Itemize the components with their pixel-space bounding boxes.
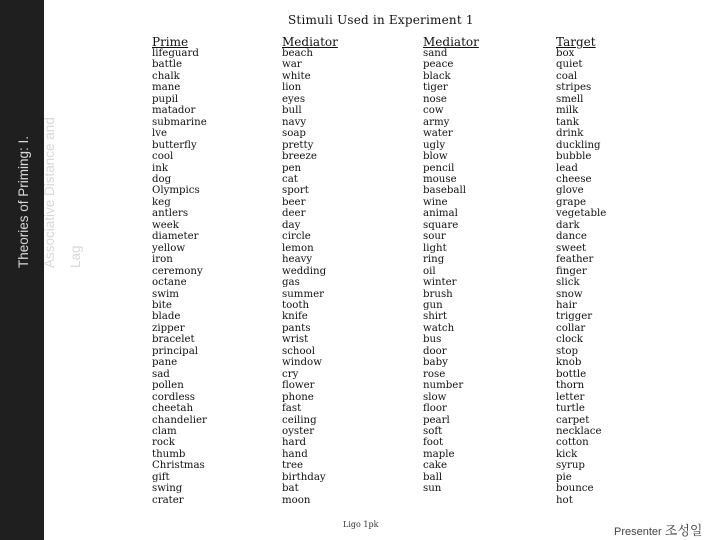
stimulus-word: pupil — [152, 93, 179, 105]
stimulus-word: bull — [282, 105, 302, 117]
stimulus-word: thorn — [556, 380, 585, 392]
stimulus-word: navy — [282, 116, 307, 128]
column-mediator-2 — [423, 36, 533, 495]
stimulus-word: winter — [423, 277, 457, 289]
stimulus-word: fast — [282, 403, 302, 415]
column-header: Mediator — [282, 35, 338, 49]
stimulus-word: soap — [282, 128, 306, 140]
stimulus-word: sweet — [556, 242, 587, 254]
presenter-credit — [614, 520, 702, 539]
stimulus-word: hair — [556, 299, 577, 311]
stimulus-word: knife — [282, 311, 308, 323]
stimulus-word: stripes — [556, 82, 592, 94]
stimulus-word: cheese — [556, 173, 592, 185]
stimulus-word: tiger — [423, 82, 448, 94]
stimulus-word: hand — [282, 448, 308, 460]
stimulus-word: army — [423, 116, 450, 128]
stimulus-word: wedding — [282, 265, 327, 277]
stimulus-word: brush — [423, 288, 453, 300]
stimulus-word: soft — [423, 425, 443, 437]
stimulus-word: Olympics — [152, 185, 200, 197]
stimulus-word: rose — [423, 368, 446, 380]
stimulus-word: gas — [282, 277, 300, 289]
stimulus-word: cake — [423, 460, 447, 472]
stimulus-word: cry — [282, 368, 299, 380]
stimulus-word: week — [152, 219, 179, 231]
stimulus-word: baseball — [423, 185, 466, 197]
stimulus-word: bus — [423, 334, 442, 346]
column-target — [556, 36, 666, 506]
stimulus-word: heavy — [282, 254, 313, 266]
stimulus-word: war — [282, 59, 302, 71]
stimulus-word: swim — [152, 288, 179, 300]
stimulus-word: swing — [152, 483, 183, 495]
stimulus-word: matador — [152, 105, 196, 117]
stimulus-word: bubble — [556, 151, 592, 163]
column-header: Prime — [152, 35, 189, 49]
stimulus-word: gun — [423, 299, 443, 311]
slide-title-line: Associative Distance and — [42, 117, 57, 268]
column-mediator-1 — [282, 36, 392, 506]
stimulus-word: grape — [556, 196, 587, 208]
stimulus-word: mane — [152, 82, 181, 94]
stimulus-word: principal — [152, 345, 199, 357]
stimulus-word: ugly — [423, 139, 446, 151]
stimulus-word: pollen — [152, 380, 184, 392]
stimulus-word: summer — [282, 288, 325, 300]
stimulus-word: animal — [423, 208, 458, 220]
stimulus-word: syrup — [556, 460, 585, 472]
stimulus-word: watch — [423, 322, 455, 334]
stimulus-word: pencil — [423, 162, 455, 174]
stimulus-word: cotton — [556, 437, 589, 449]
stimulus-word: cheetah — [152, 403, 194, 415]
stimulus-word: stop — [556, 345, 578, 357]
stimulus-word: pane — [152, 357, 178, 369]
stimulus-word: lion — [282, 82, 302, 94]
stimulus-word: water — [423, 128, 453, 140]
stimulus-word: pretty — [282, 139, 314, 151]
stimulus-word: black — [423, 70, 451, 82]
stimulus-word: white — [282, 70, 311, 82]
stimulus-word: rock — [152, 437, 175, 449]
stimulus-word: breeze — [282, 151, 317, 163]
stimulus-word: shirt — [423, 311, 448, 323]
stimulus-word: cow — [423, 105, 444, 117]
stimulus-word: moon — [282, 494, 311, 506]
stimulus-word: birthday — [282, 471, 326, 483]
slide-title — [4, 0, 95, 268]
stimulus-word: hard — [282, 437, 307, 449]
stimulus-word: day — [282, 219, 301, 231]
stimulus-word: ring — [423, 254, 445, 266]
stimulus-word: bat — [282, 483, 299, 495]
stimulus-word: keg — [152, 196, 171, 208]
stimulus-word: collar — [556, 322, 586, 334]
stimulus-word: kick — [556, 448, 578, 460]
stimulus-word: octane — [152, 277, 187, 289]
stimulus-word: beach — [282, 48, 313, 59]
stimulus-word: window — [282, 357, 322, 369]
document-title: Stimuli Used in Experiment 1 — [288, 13, 474, 27]
stimulus-word: cool — [152, 151, 174, 163]
stimulus-word: tank — [556, 116, 579, 128]
stimulus-word: sour — [423, 231, 446, 243]
stimulus-word: turtle — [556, 403, 585, 415]
stimulus-word: blade — [152, 311, 181, 323]
stimulus-word: box — [556, 48, 575, 59]
stimulus-word: light — [423, 242, 447, 254]
stimulus-word: finger — [556, 265, 587, 277]
stimulus-word: nose — [423, 93, 447, 105]
stimulus-word: lemon — [282, 242, 314, 254]
stimulus-word: yellow — [152, 242, 186, 254]
stimulus-word: foot — [423, 437, 444, 449]
stimulus-word: glove — [556, 185, 584, 197]
stimulus-word: vegetable — [556, 208, 607, 220]
stimulus-word: bounce — [556, 483, 594, 495]
stimulus-word: lve — [152, 128, 168, 140]
stimulus-word: diameter — [152, 231, 199, 243]
stimulus-word: peace — [423, 59, 454, 71]
stimulus-word: drink — [556, 128, 584, 140]
stimulus-word: pen — [282, 162, 302, 174]
stimulus-word: sport — [282, 185, 309, 197]
stimulus-word: chandelier — [152, 414, 207, 426]
stimulus-word: hot — [556, 494, 573, 506]
stimulus-word: duckling — [556, 139, 601, 151]
stimulus-word: trigger — [556, 311, 593, 323]
stimulus-word: dance — [556, 231, 587, 243]
stimulus-word: sand — [423, 48, 448, 59]
stimulus-word: wine — [423, 196, 448, 208]
stimulus-word: square — [423, 219, 459, 231]
stimulus-word: zipper — [152, 322, 185, 334]
stimulus-word: chalk — [152, 70, 180, 82]
stimulus-word: knob — [556, 357, 582, 369]
stimulus-word: beer — [282, 196, 306, 208]
stimulus-word: pants — [282, 322, 311, 334]
stimulus-word: coal — [556, 70, 578, 82]
stimulus-word: Christmas — [152, 460, 205, 472]
stimulus-word: crater — [152, 494, 184, 506]
stimulus-word: clock — [556, 334, 583, 346]
stimulus-word: slow — [423, 391, 447, 403]
stimulus-word: maple — [423, 448, 455, 460]
stimulus-word: door — [423, 345, 447, 357]
stimulus-word: ball — [423, 471, 443, 483]
stimulus-word: antlers — [152, 208, 189, 220]
column-header: Target — [556, 35, 596, 49]
sidebar-panel — [0, 0, 83, 540]
stimulus-word: blow — [423, 151, 448, 163]
stimulus-word: slick — [556, 277, 580, 289]
stimulus-word: oyster — [282, 425, 315, 437]
stimulus-word: pearl — [423, 414, 450, 426]
stimulus-word: dark — [556, 219, 580, 231]
stimulus-word: carpet — [556, 414, 590, 426]
stimulus-word: smell — [556, 93, 584, 105]
stimulus-word: lead — [556, 162, 578, 174]
stimulus-word: gift — [152, 471, 170, 483]
stimulus-word: sad — [152, 368, 170, 380]
stimulus-word: bite — [152, 299, 172, 311]
stimulus-word: submarine — [152, 116, 207, 128]
stimulus-word: feather — [556, 254, 594, 266]
stimulus-word: thumb — [152, 448, 186, 460]
stimulus-word: flower — [282, 380, 315, 392]
stimulus-word: circle — [282, 231, 311, 243]
presenter-label: Presenter — [614, 526, 662, 538]
stimulus-word: iron — [152, 254, 173, 266]
footer-text: Ligo 1pk — [343, 520, 379, 529]
stimulus-word: number — [423, 380, 464, 392]
stimulus-word: mouse — [423, 173, 457, 185]
stimulus-word: bottle — [556, 368, 587, 380]
stimulus-word: floor — [423, 403, 447, 415]
stimulus-word: milk — [556, 105, 579, 117]
column-prime — [152, 36, 262, 506]
stimulus-word: ceiling — [282, 414, 317, 426]
stimulus-word: eyes — [282, 93, 306, 105]
stimulus-word: clam — [152, 425, 177, 437]
stimulus-word: tree — [282, 460, 304, 472]
slide-title-line: Lag — [68, 245, 83, 268]
stimulus-word: snow — [556, 288, 583, 300]
stimulus-word: battle — [152, 59, 183, 71]
stimulus-word: quiet — [556, 59, 583, 71]
stimulus-word: tooth — [282, 299, 310, 311]
column-header: Mediator — [423, 35, 479, 49]
stimulus-word: school — [282, 345, 316, 357]
stimulus-word: butterfly — [152, 139, 197, 151]
stimulus-word: cordless — [152, 391, 195, 403]
stimulus-word: deer — [282, 208, 306, 220]
stimulus-word: phone — [282, 391, 314, 403]
stimulus-word: pie — [556, 471, 572, 483]
stimulus-word: cat — [282, 173, 298, 185]
slide-title-line: Theories of Priming: I. — [16, 135, 31, 268]
stimulus-word: dog — [152, 173, 172, 185]
stimulus-word: bracelet — [152, 334, 195, 346]
stimulus-word: baby — [423, 357, 448, 369]
stimulus-word: oil — [423, 265, 436, 277]
stimulus-word: lifeguard — [152, 48, 199, 59]
stimulus-word: ink — [152, 162, 168, 174]
stimulus-word: letter — [556, 391, 585, 403]
stimulus-word: ceremony — [152, 265, 203, 277]
presenter-name: 조성일 — [664, 523, 703, 538]
stimulus-word: wrist — [282, 334, 309, 346]
stimulus-word: sun — [423, 483, 442, 495]
stimulus-word: necklace — [556, 425, 602, 437]
